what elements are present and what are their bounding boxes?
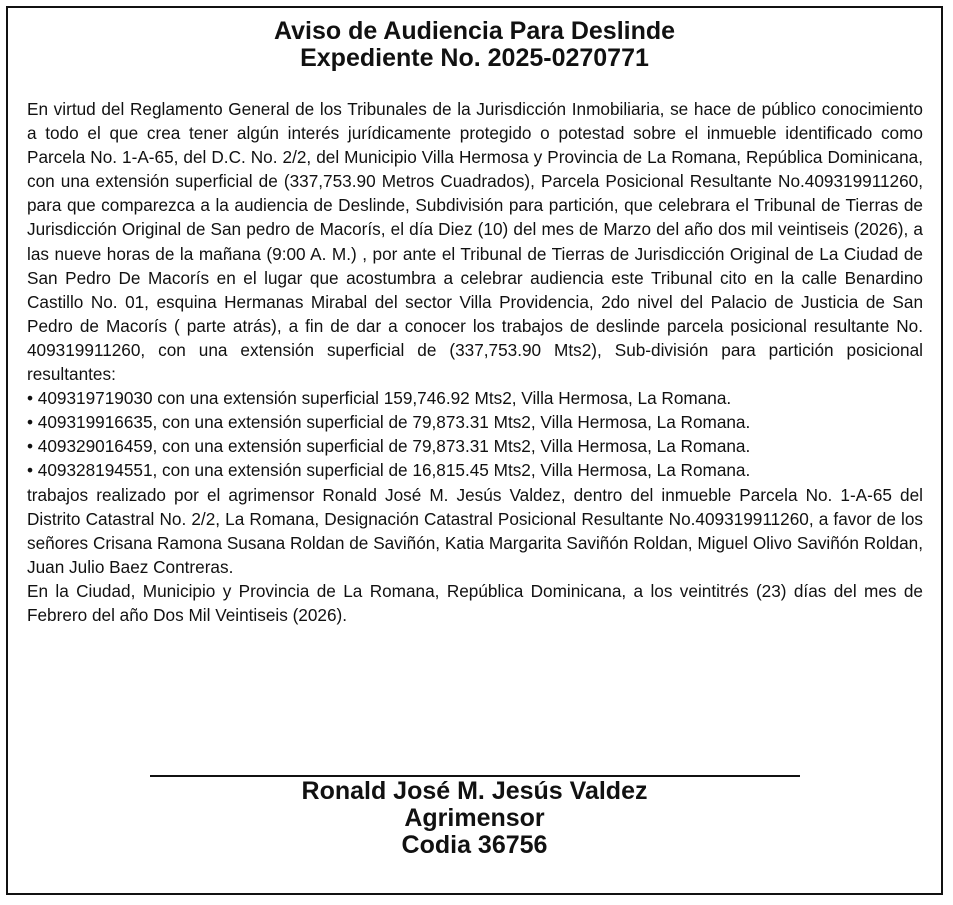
signer-name: Ronald José M. Jesús Valdez: [301, 777, 648, 805]
notice-header: [8, 18, 941, 72]
bullet-item: • 409319916635, con una extensión superficial de 79,873.31 Mts2, Villa Hermosa, La Romana.: [27, 412, 751, 433]
intro-paragraph: En virtud del Reglamento General de los Tribunales de la Jurisdicción Inmobiliaria, se hace de público conocimiento a todo el que crea tener algún interés jurídicamente protegido o potestad sobre el inmueble identificado como Parcela No. 1-A-65, del D.C. No. 2/2, del Municipio Villa Hermosa y Provincia de La Romana, República Dominicana, con una extensión superficial de (337,753.90 Metros Cuadrados), Parcela Posicional Resultante No.409319911260, para que comparezca a la audiencia de Deslinde, Subdivisión para partición, que celebrara el Tribunal de Tierras de Jurisdicción Original de San pedro de Macorís, el día Diez (10) del mes de Marzo del año dos mil veintiseis (2026), a las nueve horas de la mañana (9:00 A. M.) , por ante el Tribunal de Tierras de Jurisdicción Original de La Ciudad de San Pedro De Macorís en el lugar que acostumbra a celebrar audiencia este Tribunal cito en la calle Benardino Castillo No. 01, esquina Hermanas Mirabal del sector Villa Providencia, 2do nivel del Palacio de Justicia de San Pedro de Macorís ( parte atrás), a fin de dar a conocer los trabajos de deslinde parcela posicional resultante No. 409319911260, con una extensión superficial de (337,753.90 Mts2), Sub-división para partición posicional resultantes:: [27, 99, 923, 385]
works-paragraph: trabajos realizado por el agrimensor Ronald José M. Jesús Valdez, dentro del inmueble Parcela No. 1-A-65 del Distrito Catastral No. 2/2, La Romana, Designación Catastral Posicional Resultante No.409319911260, a favor de los señores Crisana Ramona Susana Roldan de Saviñón, Katia Margarita Saviñón Roldan, Miguel Olivo Saviñón Roldan, Juan Julio Baez Contreras.: [27, 484, 923, 577]
notice-body: [27, 97, 923, 627]
signature-block: [8, 778, 941, 859]
case-number: Expediente No. 2025-0270771: [300, 44, 649, 72]
legal-notice: [6, 6, 943, 895]
closing-paragraph: En la Ciudad, Municipio y Provincia de La Romana, República Dominicana, a los veintitrés (23) días del mes de Febrero del año Dos Mil Veintiseis (2026).: [27, 580, 923, 625]
signer-codia: Codia 36756: [401, 831, 548, 859]
bullet-item: • 409328194551, con una extensión superficial de 16,815.45 Mts2, Villa Hermosa, La Romana.: [27, 460, 751, 481]
bullet-item: • 409319719030 con una extensión superficial 159,746.92 Mts2, Villa Hermosa, La Romana.: [27, 388, 732, 409]
signer-role: Agrimensor: [404, 804, 545, 832]
notice-title: Aviso de Audiencia Para Deslinde: [273, 17, 676, 45]
bullet-item: • 409329016459, con una extensión superficial de 79,873.31 Mts2, Villa Hermosa, La Romana.: [27, 436, 751, 457]
